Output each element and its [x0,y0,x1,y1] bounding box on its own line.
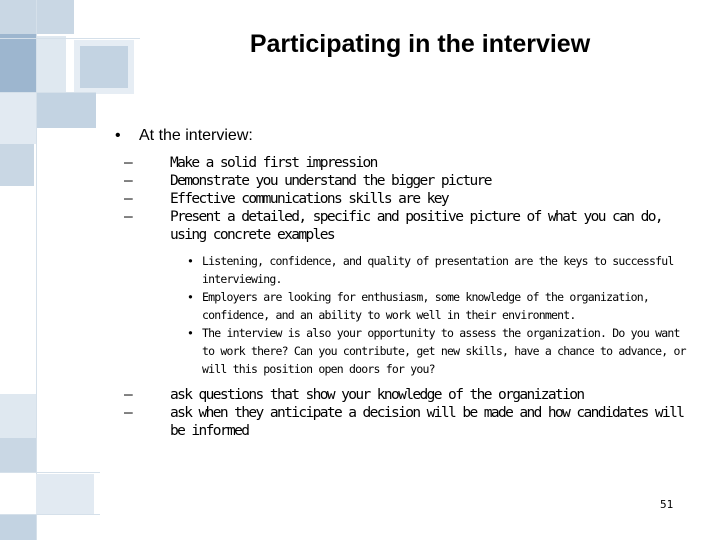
decorative-square [36,474,94,514]
main-bullet-text: At the interview: [139,127,253,144]
decorative-line [0,472,100,473]
list-item: – Make a solid first impression [124,155,377,171]
page-number: 51 [660,498,674,511]
sub-list-item: • Listening, confidence, and quality of presentation are the keys to successful interviewing. [187,254,674,286]
subpoints-list [115,252,700,378]
main-bullet [115,126,700,146]
decorative-line [0,92,96,93]
decorative-square [0,144,34,186]
decorative-square [0,394,36,438]
decorative-line [0,38,140,39]
list-item: – ask when they anticipate a decision will be made and how candidates will be informed [124,405,684,439]
points-list [115,154,700,440]
decorative-line [0,514,100,515]
dash-icon: – [124,405,133,421]
dash-icon: – [124,209,133,225]
dash-icon: – [124,387,133,403]
bullet-icon: • [187,290,194,304]
decorative-square [0,0,74,34]
dash-icon: – [124,173,133,189]
bullet-icon: • [187,326,194,340]
bullet-icon: • [115,127,121,144]
decorative-square [0,92,36,144]
decorative-square [0,34,36,92]
decorative-square [36,36,66,92]
sub-list-item: • Employers are looking for enthusiasm, some knowledge of the organization, confidence, and an ability to work well in their environment. [187,290,650,322]
dash-icon: – [124,155,133,171]
sub-list-item: • The interview is also your opportunity to assess the organization. Do you want to work there? Can you contribute, get new skills, have a chance to advance, or will this position open doors for you? [187,326,686,376]
slide-title: Participating in the interview [249,30,591,58]
list-item: – Demonstrate you understand the bigger picture [124,173,491,189]
decorative-square [80,46,128,88]
decorative-square [0,438,36,472]
decorative-line [36,0,37,540]
slide-body [115,126,700,440]
bullet-icon: • [187,254,194,268]
decorative-square [0,514,36,540]
list-item: – Effective communications skills are key [124,191,449,207]
decorative-square [36,92,96,128]
list-item: – Present a detailed, specific and positive picture of what you can do, using concrete examples [124,209,662,243]
dash-icon: – [124,191,133,207]
list-item: – ask questions that show your knowledge of the organization [124,387,584,403]
